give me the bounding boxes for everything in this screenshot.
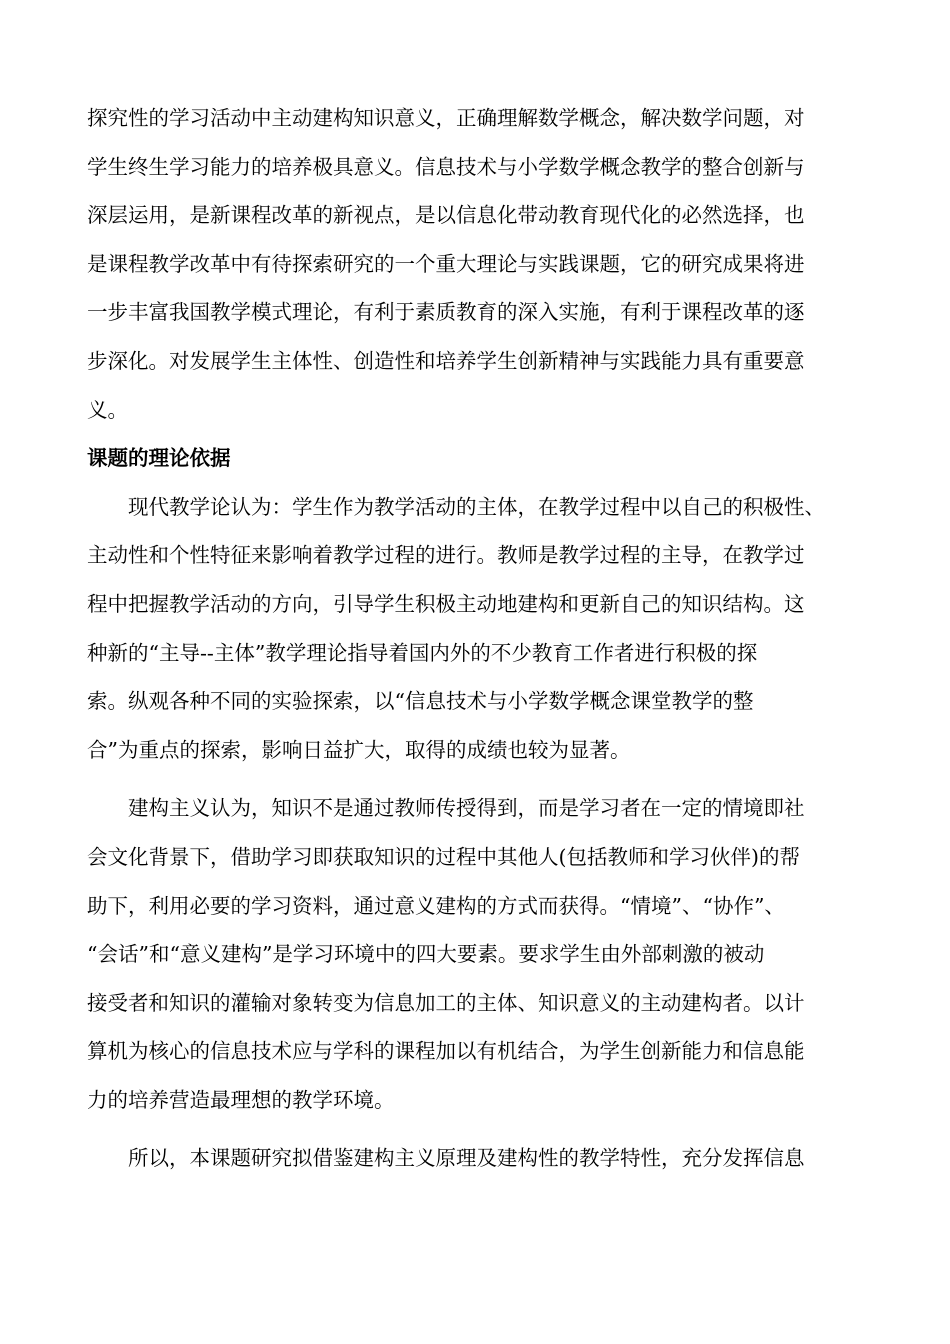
paragraph-spacer — [87, 1124, 867, 1134]
text-line: 步深化。对发展学生主体性、创造性和培养学生创新精神与实践能力具有重要意 — [87, 348, 805, 373]
text-line: 所以，本课题研究拟借鉴建构主义原理及建构性的教学特性，充分发挥信息 — [128, 1146, 805, 1171]
text-line: “会话”和“意义建构”是学习环境中的四大要素。要求学生由外部刺激的被动 — [87, 942, 765, 967]
section-heading: 课题的理论依据 — [87, 446, 231, 471]
text-line: 探究性的学习活动中主动建构知识意义，正确理解数学概念，解决数学问题，对 — [87, 106, 805, 130]
text-line: 索。纵观各种不同的实验探索，以“信息技术与小学数学概念课堂教学的整 — [87, 689, 754, 714]
text-line: 合”为重点的探索，影响日益扩大，取得的成绩也较为显著。 — [87, 737, 631, 762]
text-line: 程中把握教学活动的方向，引导学生积极主动地建构和更新自己的知识结构。这 — [87, 591, 805, 616]
text-line: 助下，利用必要的学习资料，通过意义建构的方式而获得。“情境”、“协作”、 — [87, 893, 785, 918]
paragraph-conclusion — [87, 1134, 867, 1183]
document-page — [87, 94, 867, 1183]
text-line: 种新的“主导--主体”教学理论指导着国内外的不少教育工作者进行积极的探 — [87, 640, 758, 665]
text-line: 学生终生学习能力的培养极具意义。信息技术与小学数学概念教学的整合创新与 — [87, 154, 805, 179]
text-line: 主动性和个性特征来影响着教学过程的进行。教师是教学过程的主导，在教学过 — [87, 543, 805, 568]
text-line: 建构主义认为，知识不是通过教师传授得到，而是学习者在一定的情境即社 — [128, 796, 805, 821]
intro-paragraph — [87, 94, 867, 434]
text-line: 是课程教学改革中有待探索研究的一个重大理论与实践课题，它的研究成果将进 — [87, 251, 805, 276]
text-line: 义。 — [87, 397, 128, 422]
paragraph-spacer — [87, 774, 867, 784]
text-line: 一步丰富我国教学模式理论，有利于素质教育的深入实施，有利于课程改革的逐 — [87, 300, 805, 325]
text-line: 算机为核心的信息技术应与学科的课程加以有机结合，为学生创新能力和信息能 — [87, 1039, 805, 1064]
paragraph-constructivism — [87, 784, 867, 1124]
text-line: 接受者和知识的灌输对象转变为信息加工的主体、知识意义的主动建构者。以计 — [87, 990, 805, 1015]
text-line: 力的培养营造最理想的教学环境。 — [87, 1087, 395, 1112]
text-line: 现代教学论认为：学生作为教学活动的主体，在教学过程中以自己的积极性、 — [128, 494, 825, 519]
text-line: 深层运用，是新课程改革的新视点，是以信息化带动教育现代化的必然选择，也 — [87, 203, 805, 228]
paragraph-theory — [87, 483, 867, 775]
text-line: 会文化背景下，借助学习即获取知识的过程中其他人(包括教师和学习伙伴)的帮 — [87, 844, 800, 869]
